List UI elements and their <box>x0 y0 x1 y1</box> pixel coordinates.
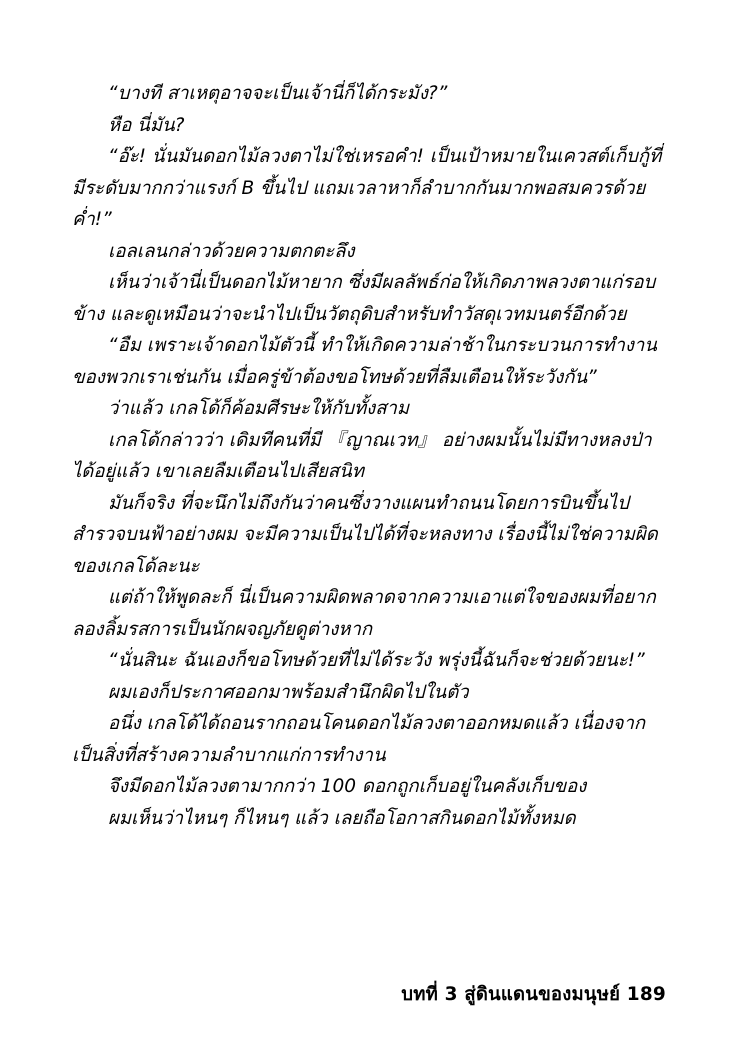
paragraph: “นั่นสินะ ฉันเองก็ขอโทษด้วยที่ไม่ได้ระวัง พรุ่งนี้ฉันก็จะช่วยด้วยนะ!” <box>108 650 645 671</box>
paragraph: ว่าแล้ว เกลโด้ก็ค้อมศีรษะให้กับทั้งสาม <box>108 398 410 419</box>
paragraph: เห็นว่าเจ้านี่เป็นดอกไม้หายาก ซึ่งมีผลลัพธ์ก่อให้เกิดภาพลวงตาแก่รอบข้าง และดูเหมือนว่าจะนำไปเป็นวัตถุดิบสำหรับทำวัสดุเวทมนตร์อีกด้วย <box>72 272 656 325</box>
paragraph: เอลเลนกล่าวด้วยความตกตะลึง <box>108 240 355 262</box>
page-body <box>72 78 666 834</box>
paragraph: หือ นี่มัน? <box>108 114 185 136</box>
paragraph: “บางที สาเหตุอาจจะเป็นเจ้านี่ก็ได้กระมัง?” <box>108 83 448 104</box>
page-footer: บทที่ 3 สู่ดินแดนของมนุษย์ 189 <box>401 984 666 1005</box>
paragraph: ผมเองก็ประกาศออกมาพร้อมสำนึกผิดไปในตัว <box>108 681 469 703</box>
paragraph: อนึ่ง เกลโด้ได้ถอนรากถอนโคนดอกไม้ลวงตาออกหมดแล้ว เนื่องจากเป็นสิ่งที่สร้างความลำบากแก่การทำงาน <box>72 713 646 766</box>
paragraph: จึงมีดอกไม้ลวงตามากกว่า 100 ดอกถูกเก็บอยู่ในคลังเก็บของ <box>108 776 587 797</box>
paragraph: ผมเห็นว่าไหนๆ ก็ไหนๆ แล้ว เลยถือโอกาสกินดอกไม้ทั้งหมด <box>108 807 576 829</box>
paragraph: เกลโด้กล่าวว่า เดิมทีคนที่มี 『ญาณเวท』 อย่างผมนั้นไม่มีทางหลงป่าได้อยู่แล้ว เขาเลยลืมเตือนไปเสียสนิท <box>72 429 652 482</box>
paragraph: แต่ถ้าให้พูดละก็ นี่เป็นความผิดพลาดจากความเอาแต่ใจของผมที่อยากลองลิ้มรสการเป็นนักผจญภัยดูต่างหาก <box>72 587 656 640</box>
paragraph: “อืม เพราะเจ้าดอกไม้ตัวนี้ ทำให้เกิดความล่าช้าในกระบวนการทำงานของพวกเราเช่นกัน เมื่อครู่ข้าต้องขอโทษด้วยที่ลืมเตือนให้ระวังกัน” <box>72 335 657 388</box>
paragraph: “อ๊ะ! นั่นมันดอกไม้ลวงตาไม่ใช่เหรอคํา! เป็นเป้าหมายในเควสต์เก็บกู้ที่มีระดับมากกว่าแรงก์ B ขึ้นไป แถมเวลาหาก็ลำบากกันมากพอสมควรด้วยค่ำ!” <box>72 146 662 230</box>
paragraph: มันก็จริง ที่จะนึกไม่ถึงกันว่าคนซึ่งวางแผนทำถนนโดยการบินขึ้นไปสำรวจบนฟ้าอย่างผม จะมีความเป็นไปได้ที่จะหลงทาง เรื่องนี้ไม่ใช่ความผิดของเกลโด้ละนะ <box>72 492 658 577</box>
